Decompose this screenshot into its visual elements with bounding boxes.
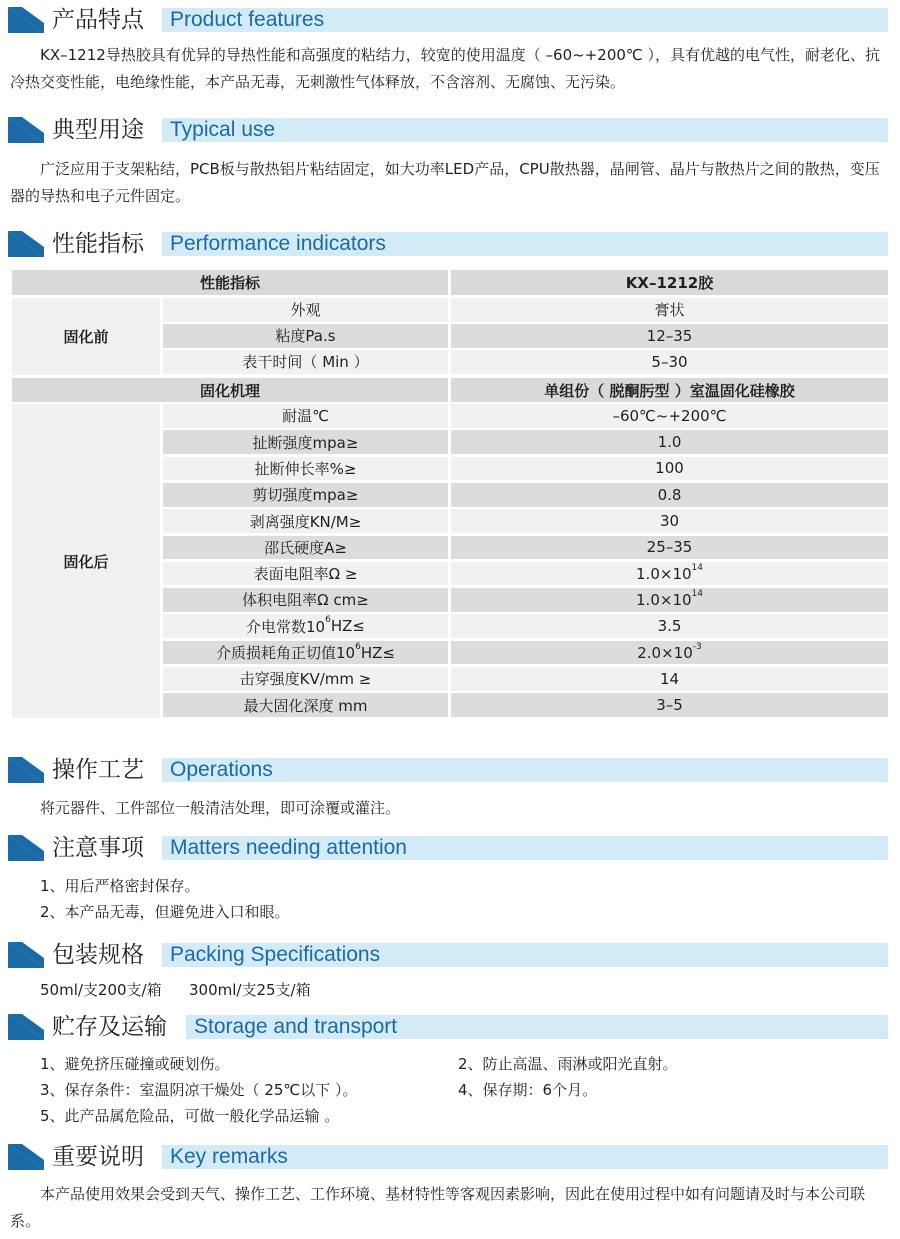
section-header [0, 939, 900, 971]
table-row-value: 2.0×10 $^{-3}$ [451, 641, 888, 665]
section-title-cn: 贮存及运输 [52, 1014, 167, 1040]
table-row-name: 表干时间（ Min ） [163, 350, 448, 374]
section-title-en: Packing Specifications [170, 943, 381, 966]
table-row-name: 外观 [163, 298, 448, 322]
table-row-value: 100 [451, 457, 888, 481]
use-text: 广泛应用于支架粘结，PCB板与散热铝片粘结固定，如大功率LED产品，CPU散热器，晶闸管、晶片与散热片之间的散热，变压器的导热和电子元件固定。 [10, 160, 880, 205]
table-row-value: 3–5 [451, 693, 888, 717]
section-title-bar [162, 943, 888, 967]
section-title-cn: 产品特点 [52, 7, 144, 33]
section-title-cn: 操作工艺 [52, 757, 144, 783]
table-row-name: 扯断强度mpa≥ [163, 430, 448, 454]
table-row-value: 14 [451, 667, 888, 691]
table-row-name: 耐温℃ [163, 404, 448, 428]
section-title-cn: 性能指标 [52, 231, 144, 257]
section-arrow-icon [8, 231, 44, 257]
section-attention [0, 832, 900, 921]
section-title-en: Storage and transport [194, 1015, 398, 1038]
table-row-value: 5–30 [451, 350, 888, 374]
section-header [0, 228, 900, 260]
section-title-bar [162, 8, 888, 32]
section-title-en: Operations [170, 758, 273, 781]
section-header [0, 4, 900, 36]
section-header [0, 1011, 900, 1043]
packing-item: 300ml/支25支/箱 [189, 981, 311, 999]
table-row-value: 1.0 [451, 430, 888, 454]
section-title-cn: 典型用途 [52, 117, 144, 143]
attention-item: 1、用后严格密封保存。 [40, 877, 200, 895]
table-row-name: 表面电阻率Ω ≥ [163, 562, 448, 586]
section-arrow-icon [8, 942, 44, 968]
section-title-cn: 重要说明 [52, 1144, 144, 1170]
table-row-name: 体积电阻率Ω cm≥ [163, 588, 448, 612]
after-curing-label: 固化后 [12, 404, 160, 718]
section-title-en: Typical use [170, 118, 276, 141]
table-row-name: 介质损耗角正切值10 $^6$ HZ≤ [163, 641, 448, 665]
operations-text: 将元器件、工件部位一般清洁处理，即可涂覆或灌注。 [40, 799, 401, 817]
table-row-value: 3.5 [451, 614, 888, 638]
table-row-name: 击穿强度KV/mm ≥ [163, 667, 448, 691]
table-row-value: 1.0×10 $^{14}$ [451, 562, 888, 586]
section-header [0, 754, 900, 786]
section-product-features [0, 4, 900, 91]
section-arrow-icon [8, 1014, 44, 1040]
before-curing-label: 固化前 [12, 298, 160, 375]
section-title-cn: 包装规格 [52, 942, 144, 968]
section-title-bar [162, 1145, 888, 1169]
section-packing [0, 939, 900, 999]
section-typical-use [0, 114, 900, 205]
table-row-value: 膏状 [451, 298, 888, 322]
remarks-text: 本产品使用效果会受到天气、操作工艺、工作环境、基材特性等客观因素影响，因此在使用过程中如有问题请及时与本公司联系。 [10, 1185, 866, 1230]
section-arrow-icon [8, 835, 44, 861]
features-text: KX–1212导热胶具有优异的导热性能和高强度的粘结力，较宽的使用温度（ –60~+200℃ ），具有优越的电气性，耐老化、抗冷热交变性能，电绝缘性能，本产品无毒，无刺激性气体释放，不含溶剂、无腐蚀、无污染。 [10, 46, 881, 91]
section-operations [0, 754, 900, 817]
packing-item: 50ml/支200支/箱 [40, 981, 162, 999]
storage-item: 5、此产品属危险品，可做一般化学品运输 。 [40, 1107, 340, 1125]
storage-item: 4、保存期：6个月。 [458, 1081, 598, 1099]
section-title-bar [162, 118, 888, 142]
section-arrow-icon [8, 117, 44, 143]
section-storage [0, 1011, 900, 1125]
section-arrow-icon [8, 757, 44, 783]
table-row-value: 1.0×10 $^{14}$ [451, 588, 888, 612]
section-arrow-icon [8, 7, 44, 33]
section-header [0, 1141, 900, 1173]
attention-item: 2、本产品无毒，但避免进入口和眼。 [40, 903, 290, 921]
table-row-value: –60℃~+200℃ [451, 404, 888, 428]
table-header-indicator: 性能指标 [12, 270, 448, 295]
section-header [0, 114, 900, 146]
table-row-name: 扯断伸长率%≥ [163, 457, 448, 481]
table-row-name: 剥离强度KN/M≥ [163, 509, 448, 533]
table-row-name: 最大固化深度 mm [163, 693, 448, 717]
mechanism-label: 固化机理 [12, 378, 448, 402]
storage-item: 2、防止高温、雨淋或阳光直射。 [458, 1055, 678, 1073]
table-row-name: 粘度Pa.s [163, 324, 448, 348]
section-title-cn: 注意事项 [52, 835, 144, 861]
storage-item: 1、避免挤压碰撞或硬划伤。 [40, 1055, 230, 1073]
storage-item: 3、保存条件：室温阴凉干燥处（ 25℃以下 ）。 [40, 1081, 358, 1099]
mechanism-value: 单组份（ 脱酮肟型 ）室温固化硅橡胶 [451, 378, 888, 402]
section-title-bar [162, 836, 888, 860]
section-arrow-icon [8, 1144, 44, 1170]
table-row-value: 12–35 [451, 324, 888, 348]
table-header-product: KX–1212胶 [451, 270, 888, 295]
section-remarks [0, 1141, 900, 1230]
section-title-en: Matters needing attention [170, 836, 407, 859]
table-row-value: 30 [451, 509, 888, 533]
table-row-value: 0.8 [451, 483, 888, 507]
table-row-name: 介电常数10 $^6$ HZ≤ [163, 614, 448, 638]
section-header [0, 832, 900, 864]
performance-table [12, 270, 888, 718]
section-title-bar [186, 1015, 888, 1039]
section-title-en: Product features [170, 8, 325, 31]
section-performance [0, 228, 900, 260]
section-title-en: Key remarks [170, 1145, 288, 1168]
table-row-name: 邵氏硬度A≥ [163, 536, 448, 560]
section-title-en: Performance indicators [170, 232, 386, 255]
table-row-name: 剪切强度mpa≥ [163, 483, 448, 507]
table-row-value: 25–35 [451, 536, 888, 560]
section-title-bar [162, 758, 888, 782]
section-title-bar [162, 232, 888, 256]
